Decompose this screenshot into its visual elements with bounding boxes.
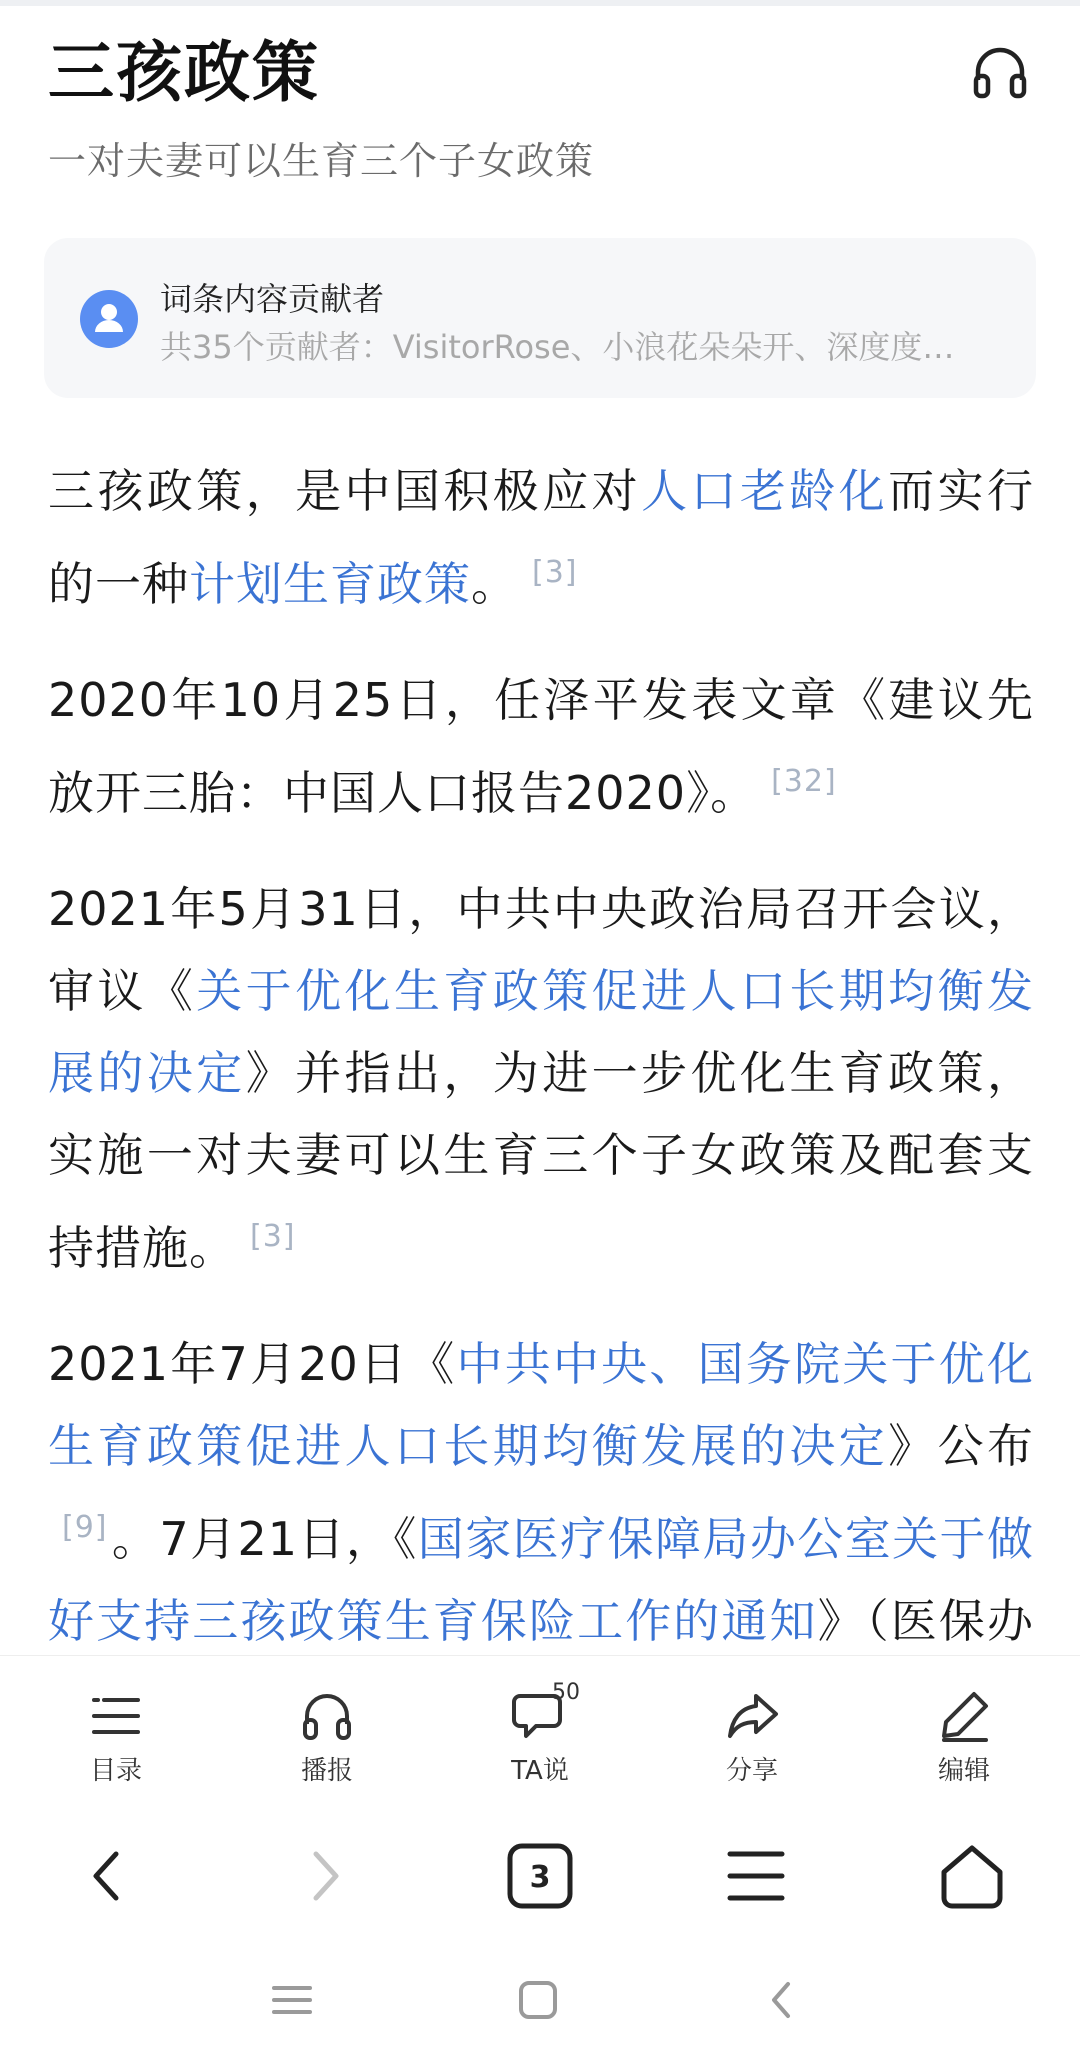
- link-central-committee-decision[interactable]: 中共中央、国务院关于优化生育政策促进人口长期均衡发展的决定: [48, 1337, 1035, 1473]
- reference-marker[interactable]: [3]: [250, 1219, 296, 1254]
- chevron-right-icon: [284, 1836, 364, 1916]
- comments-label: TA说: [511, 1756, 569, 1786]
- headphones-icon: [968, 40, 1032, 104]
- bottom-panel: [0, 1655, 1080, 2061]
- comments-button[interactable]: [460, 1680, 620, 1796]
- contributors-title: 词条内容贡献者: [160, 280, 385, 318]
- user-icon: [80, 290, 138, 348]
- contributors-card[interactable]: [44, 238, 1036, 398]
- page-title: 三孩政策: [48, 34, 320, 111]
- contributor-avatar: [80, 290, 138, 348]
- article-paragraph: 2021年7月20日《中共中央、国务院关于优化生育政策促进人口长期均衡发展的决定》公布[9]。7月21日，《国家医疗保障局办公室关于做好支持三孩政策生育保险工作的通知》（医保办: [48, 1323, 1034, 1755]
- share-label: 分享: [725, 1756, 778, 1786]
- reference-marker[interactable]: [32]: [771, 764, 837, 799]
- back-arrow-icon: [752, 1970, 812, 2030]
- forward-button[interactable]: [284, 1836, 364, 1916]
- edit-button[interactable]: [884, 1686, 1044, 1796]
- edit-icon: [934, 1686, 994, 1746]
- article-paragraph: 2021年5月31日，中共中央政治局召开会议，审议《关于优化生育政策促进人口长期均衡发展的决定》并指出，为进一步优化生育政策，实施一对夫妻可以生育三个子女政策及配套支持措施。 [3]: [48, 882, 1035, 1275]
- comment-count-badge: 50: [552, 1680, 580, 1705]
- reference-marker[interactable]: [9]: [62, 1510, 108, 1545]
- link-family-planning-policy[interactable]: 计划生育政策: [189, 557, 471, 611]
- toc-label: 目录: [89, 1756, 142, 1786]
- back-button[interactable]: [68, 1836, 148, 1916]
- page-header: [48, 30, 1032, 185]
- link-medical-security-notice[interactable]: 国家医疗保障局办公室关于做好支持三孩政策生育保险工作的通知: [48, 1512, 1034, 1648]
- home-icon: [932, 1836, 1012, 1916]
- menu-button[interactable]: [716, 1836, 796, 1916]
- chevron-left-icon: [68, 1836, 148, 1916]
- recents-icon: [262, 1970, 322, 2030]
- article-paragraph: 三孩政策，是中国积极应对人口老龄化而实行的一种计划生育政策。 [3]: [48, 464, 1035, 611]
- article-paragraph: 2020年10月25日，任泽平发表文章《建议先放开三胎：中国人口报告2020》。 [32]: [48, 673, 1034, 820]
- broadcast-button[interactable]: [247, 1686, 407, 1796]
- reference-marker[interactable]: [3]: [532, 555, 578, 590]
- system-home-button[interactable]: [508, 1970, 568, 2030]
- listen-button[interactable]: [968, 40, 1032, 104]
- page-subtitle: 一对夫妻可以生育三个子女政策: [48, 138, 595, 183]
- toc-icon: [86, 1686, 146, 1746]
- system-nav-bar: [0, 1956, 1080, 2036]
- article-toolbar: [0, 1680, 1080, 1796]
- contributors-list: 共35个贡献者：VisitorRose、小浪花朵朵开、深度度…: [160, 328, 955, 366]
- home-button[interactable]: [932, 1836, 1012, 1916]
- link-decision-document[interactable]: 关于优化生育政策促进人口长期均衡发展的决定: [48, 964, 1035, 1100]
- tab-count: 3: [529, 1860, 551, 1895]
- system-back-button[interactable]: [752, 1970, 812, 2030]
- headphones-icon: [297, 1686, 357, 1746]
- tabs-button[interactable]: [500, 1836, 580, 1916]
- share-button[interactable]: [672, 1686, 832, 1796]
- status-bar-edge: [0, 0, 1080, 6]
- broadcast-label: 播报: [300, 1756, 353, 1786]
- share-icon: [722, 1686, 782, 1746]
- square-home-icon: [508, 1970, 568, 2030]
- menu-icon: [716, 1836, 796, 1916]
- toc-button[interactable]: [36, 1686, 196, 1796]
- system-recents-button[interactable]: [262, 1970, 322, 2030]
- tabs-icon: [500, 1836, 580, 1916]
- edit-label: 编辑: [937, 1756, 990, 1786]
- browser-nav-bar: [0, 1826, 1080, 1926]
- article-body: [48, 450, 1034, 1655]
- link-population-aging[interactable]: 人口老龄化: [641, 464, 889, 518]
